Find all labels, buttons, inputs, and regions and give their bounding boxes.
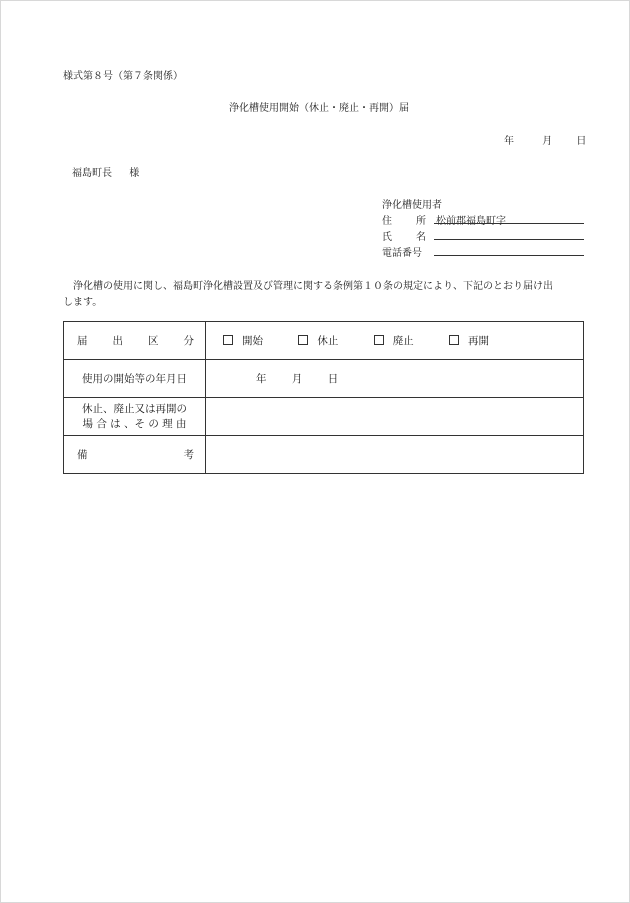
date-year: 年: [504, 136, 514, 147]
checkbox-icon[interactable]: [374, 335, 384, 345]
date-day: 日: [576, 136, 587, 147]
form-title: 浄化槽使用開始（休止・廃止・再開）届: [229, 103, 409, 114]
category-label-char: 出: [112, 335, 123, 347]
address-underline: [434, 223, 584, 224]
phone-underline: [434, 255, 584, 256]
date-line: [504, 132, 586, 147]
remarks-label: [64, 436, 206, 474]
option-start[interactable]: [223, 333, 263, 348]
reason-label-line1: 休止、廃止又は再開の: [82, 402, 187, 415]
start-date-year: 年: [256, 373, 267, 385]
remarks-label-char: 備: [77, 449, 88, 461]
row-remarks: [64, 436, 584, 474]
checkbox-icon[interactable]: [223, 335, 233, 345]
category-label: [64, 322, 206, 360]
reason-field[interactable]: [206, 398, 584, 436]
remarks-field[interactable]: [206, 436, 584, 474]
row-category: [64, 322, 584, 360]
name-underline: [434, 239, 584, 240]
body-text-line2: します。: [63, 297, 103, 308]
option-suspend[interactable]: [298, 333, 338, 348]
row-reason: [64, 398, 584, 436]
option-label: 廃止: [392, 335, 414, 347]
date-month: 月: [542, 136, 553, 147]
option-label: 休止: [317, 335, 339, 347]
start-date-day: 日: [327, 373, 339, 385]
option-label: 再開: [468, 335, 490, 347]
start-date-field[interactable]: [206, 360, 584, 398]
option-label: 開始: [242, 335, 263, 347]
phone-label: 電話番号: [382, 248, 422, 259]
category-label-char: 届: [77, 335, 88, 347]
form-number: 様式第８号（第７条関係）: [63, 71, 183, 82]
name-label: 氏 名: [382, 232, 426, 243]
addressee: [72, 164, 139, 179]
body-text-line1: 浄化槽の使用に関し、福島町浄化槽設置及び管理に関する条例第１０条の規定により、下記のとおり届け出: [73, 281, 553, 292]
checkbox-icon[interactable]: [298, 335, 308, 345]
category-label-char: 分: [183, 335, 194, 347]
row-start-date: [64, 360, 584, 398]
start-date-month: 月: [291, 373, 303, 385]
category-options: [206, 322, 584, 360]
remarks-label-char: 考: [183, 449, 194, 461]
addressee-suffix: 様: [129, 168, 140, 179]
address-label: 住 所: [382, 216, 426, 227]
reason-label: [64, 398, 206, 436]
applicant-heading: 浄化槽使用者: [382, 200, 442, 211]
address-field[interactable]: 松前郡福島町字: [436, 216, 506, 227]
reason-label-line2: 場 合 は 、そ の 理 由: [82, 417, 187, 430]
category-label-char: 区: [148, 335, 159, 347]
notification-table: [63, 321, 584, 474]
start-date-label: 使用の開始等の年月日: [64, 360, 206, 398]
option-abolish[interactable]: [374, 333, 414, 348]
addressee-name: 福島町長: [72, 168, 112, 179]
checkbox-icon[interactable]: [449, 335, 459, 345]
option-resume[interactable]: [449, 333, 489, 348]
